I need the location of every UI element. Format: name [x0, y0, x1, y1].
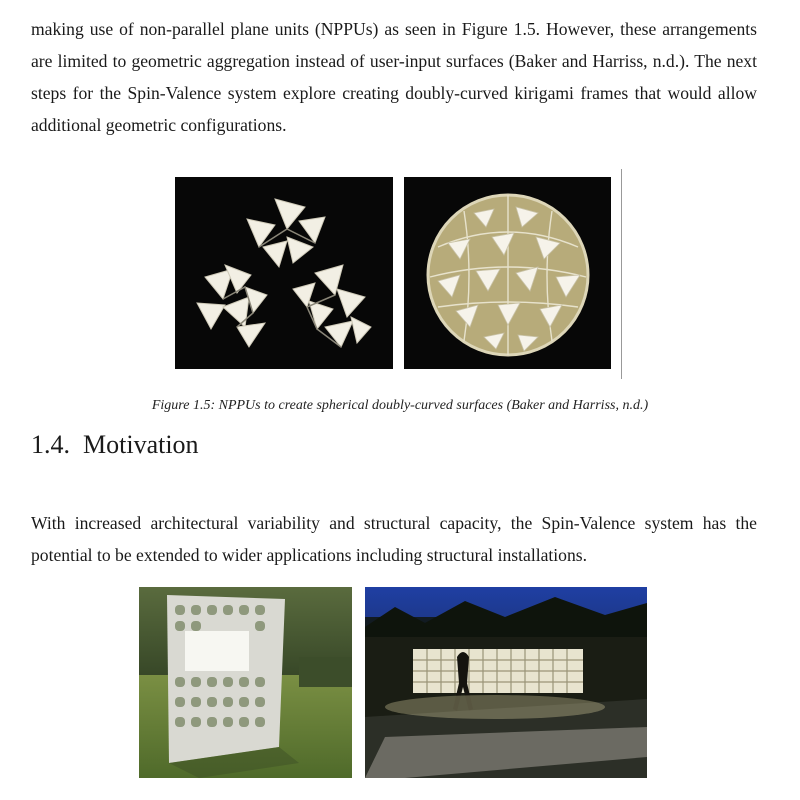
section-title: Motivation	[83, 430, 199, 459]
intro-paragraph: making use of non-parallel plane units (NPPUs) as seen in Figure 1.5. However, these arrangements are limited to geometric aggregation instead of user-input surfaces (Baker and Harriss, n.d.). The next steps for the Spin-Valence system explore creating doubly-curved kirigami frames that would allow additional geometric configurations.	[31, 19, 757, 135]
figure-divider-line	[621, 169, 622, 379]
photo-installation-daylight	[139, 587, 352, 778]
figure-nppu-sphere	[404, 177, 611, 369]
motivation-paragraph: With increased architectural variability and structural capacity, the Spin-Valence system has the potential to be extended to wider applications including structural installations.	[31, 513, 757, 565]
section-number: 1.4.	[31, 430, 70, 459]
section-heading	[31, 430, 199, 460]
figure-nppu-triangle-cluster	[175, 177, 393, 369]
figure-caption: Figure 1.5: NPPUs to create spherical doubly-curved surfaces (Baker and Harriss, n.d.)	[151, 398, 649, 413]
photo-installation-night	[365, 587, 647, 778]
